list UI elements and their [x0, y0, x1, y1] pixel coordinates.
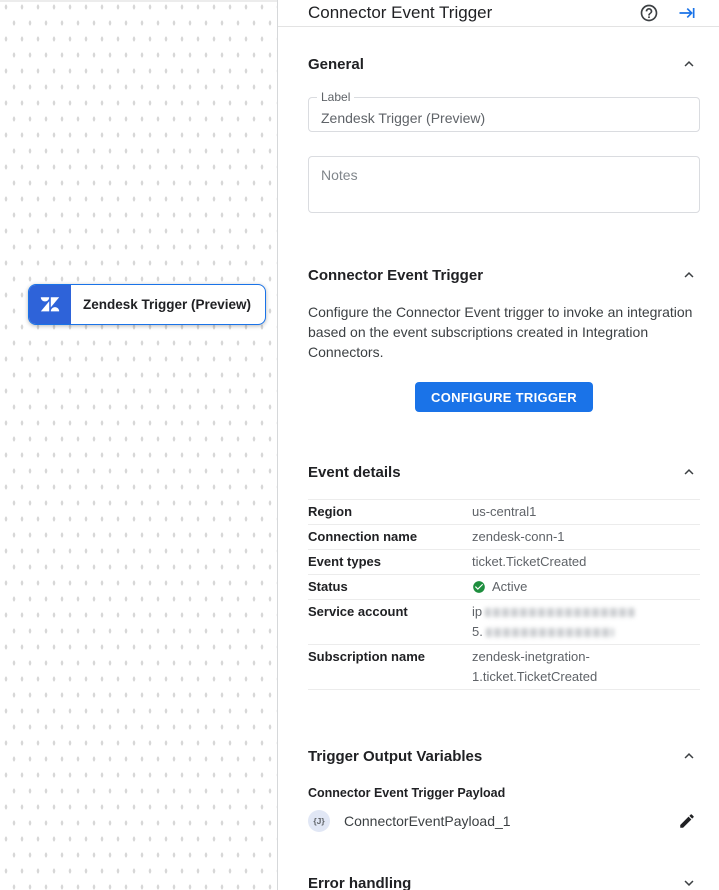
notes-input[interactable] [308, 156, 700, 213]
section-output-variables [278, 720, 719, 850]
config-panel [278, 0, 719, 890]
table-row [308, 525, 700, 550]
connector-trigger-title: Connector Event Trigger [308, 266, 484, 284]
label-field [308, 90, 700, 132]
row-label: Connection name [308, 529, 418, 544]
redacted-text [485, 608, 635, 617]
payload-label: Connector Event Trigger Payload [308, 786, 506, 800]
event-details-title: Event details [308, 463, 401, 481]
row-value: ticket.TicketCreated [472, 554, 587, 569]
section-event-details [278, 442, 719, 720]
row-value: zendesk-conn-1 [472, 529, 565, 544]
row-label: Subscription name [308, 649, 426, 664]
connector-trigger-description: Configure the Connector Event trigger to invoke an integration based on the event subscriptions created in Integration Connectors. [308, 304, 693, 360]
table-row [308, 600, 700, 645]
integration-canvas[interactable] [0, 0, 277, 890]
panel-title: Connector Event Trigger [308, 3, 493, 22]
help-icon[interactable] [636, 0, 662, 26]
table-row [308, 645, 700, 690]
status-value [472, 577, 700, 597]
table-row [308, 575, 700, 600]
label-field-label: Label [317, 90, 354, 104]
panel-header [278, 0, 719, 27]
output-variables-title: Trigger Output Variables [308, 747, 483, 765]
json-type-icon: {J} [308, 810, 330, 832]
table-row [308, 499, 700, 525]
error-handling-title: Error handling [308, 874, 412, 890]
section-error-handling[interactable] [278, 850, 719, 890]
trigger-node-label: Zendesk Trigger (Preview) [83, 297, 252, 312]
output-variables-collapse-icon[interactable] [678, 745, 700, 767]
payload-row [308, 808, 700, 834]
connector-trigger-collapse-icon[interactable] [678, 264, 700, 286]
row-label: Status [308, 579, 348, 594]
section-connector-trigger [278, 240, 719, 442]
edit-payload-icon[interactable] [674, 808, 700, 834]
status-text: Active [492, 579, 528, 594]
redacted-text [486, 628, 614, 637]
error-handling-expand-icon[interactable] [678, 872, 700, 890]
configure-trigger-button[interactable]: CONFIGURE TRIGGER [415, 382, 593, 412]
row-value: zendesk-inetgration- 1.ticket.TicketCreated [472, 649, 598, 684]
row-label: Service account [308, 604, 408, 619]
event-details-table [308, 499, 700, 690]
row-value-redacted: ip 5. [472, 602, 700, 642]
row-value: us-central1 [472, 504, 537, 519]
general-collapse-icon[interactable] [678, 53, 700, 75]
row-label: Region [308, 504, 353, 519]
payload-variable-name: ConnectorEventPayload_1 [344, 813, 511, 829]
label-input[interactable] [309, 98, 699, 131]
section-general [278, 27, 719, 240]
event-details-collapse-icon[interactable] [678, 461, 700, 483]
table-row [308, 550, 700, 575]
check-circle-icon [472, 580, 486, 594]
row-label: Event types [308, 554, 381, 569]
collapse-panel-icon[interactable] [674, 0, 700, 26]
trigger-node[interactable] [28, 284, 266, 325]
zendesk-logo-icon [29, 285, 71, 324]
general-title: General [308, 55, 364, 73]
